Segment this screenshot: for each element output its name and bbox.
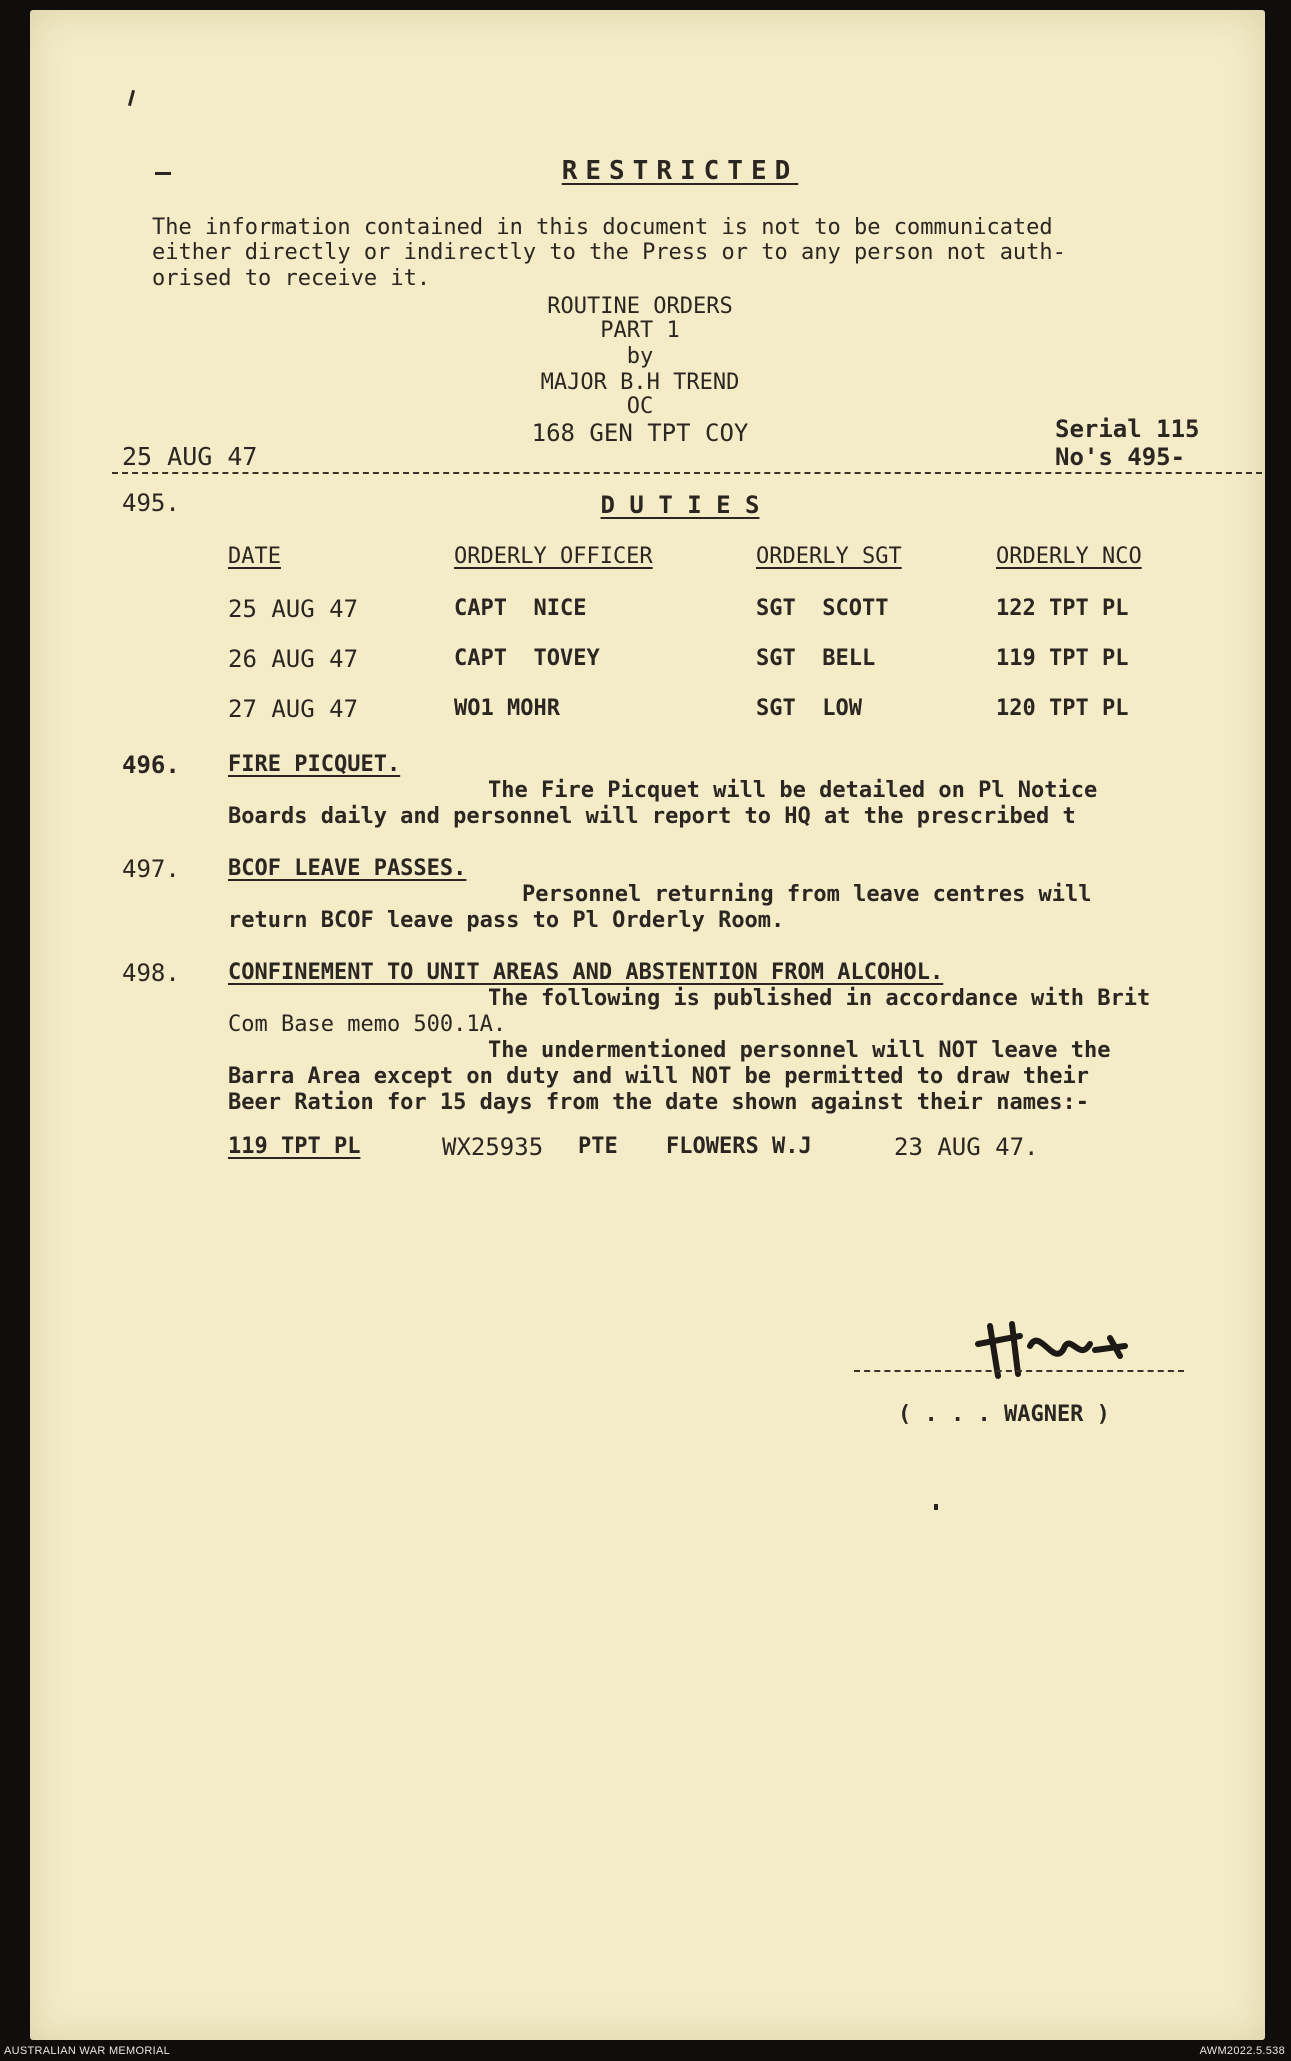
header-divider bbox=[112, 472, 1262, 474]
header-officer: MAJOR B.H TREND bbox=[540, 370, 740, 395]
header-part: PART 1 bbox=[600, 318, 680, 343]
section-498-line-2: Com Base memo 500.1A. bbox=[228, 1012, 507, 1037]
duty-row-2-date: 26 AUG 47 bbox=[228, 645, 359, 673]
section-496-title: FIRE PICQUET. bbox=[228, 752, 401, 777]
duty-row-1-sgt: SGT SCOTT bbox=[756, 596, 889, 621]
section-496-number: 496. bbox=[122, 751, 180, 779]
duty-row-1-nco: 122 TPT PL bbox=[996, 596, 1129, 621]
classification-heading: RESTRICTED bbox=[561, 156, 799, 186]
pen-mark bbox=[128, 90, 135, 106]
duty-row-3-nco: 120 TPT PL bbox=[996, 696, 1129, 721]
duty-row-3-officer: WO1 MOHR bbox=[454, 696, 560, 721]
header-title: ROUTINE ORDERS bbox=[547, 294, 733, 319]
document-date: 25 AUG 47 bbox=[122, 442, 258, 471]
duty-row-2-officer: CAPT TOVEY bbox=[454, 646, 600, 671]
section-496-line-2: Boards daily and personnel will report to HQ at the prescribed t bbox=[228, 804, 1076, 829]
entry-unit: 119 TPT PL bbox=[228, 1134, 361, 1159]
section-496-line-1: The Fire Picquet will be detailed on Pl Notice bbox=[488, 778, 1098, 803]
section-497-number: 497. bbox=[122, 855, 180, 883]
serial-label: Serial 115 bbox=[1055, 415, 1200, 443]
duty-row-1-officer: CAPT NICE bbox=[454, 596, 587, 621]
section-497-line-2: return BCOF leave pass to Pl Orderly Room. bbox=[228, 908, 785, 933]
section-495-number: 495. bbox=[122, 489, 180, 517]
handwritten-signature bbox=[960, 1316, 1150, 1386]
entry-date: 23 AUG 47. bbox=[894, 1133, 1039, 1161]
header-role: OC bbox=[626, 394, 654, 419]
section-498-line-3: The undermentioned personnel will NOT leave the bbox=[488, 1038, 1111, 1063]
duty-row-3-date: 27 AUG 47 bbox=[228, 695, 359, 723]
section-498-number: 498. bbox=[122, 959, 180, 987]
duty-row-2-nco: 119 TPT PL bbox=[996, 646, 1129, 671]
col-orderly-sgt: ORDERLY SGT bbox=[756, 544, 902, 569]
notice-line-3: orised to receive it. bbox=[152, 266, 431, 291]
duties-heading: D U T I E S bbox=[600, 491, 760, 519]
small-mark bbox=[934, 1504, 938, 1510]
serial-numbers: No's 495- bbox=[1055, 443, 1186, 471]
entry-rank: PTE bbox=[578, 1134, 618, 1159]
duty-row-3-sgt: SGT LOW bbox=[756, 696, 862, 721]
section-498-line-5: Beer Ration for 15 days from the date shown against their names:- bbox=[228, 1090, 1089, 1115]
section-497-title: BCOF LEAVE PASSES. bbox=[228, 856, 467, 881]
dash-mark bbox=[155, 172, 171, 175]
entry-number: WX25935 bbox=[442, 1133, 544, 1161]
signatory-name: ( . . . WAGNER ) bbox=[898, 1402, 1110, 1427]
notice-line-1: The information contained in this document is not to be communicated bbox=[152, 215, 1053, 240]
footer-right: AWM2022.5.538 bbox=[1199, 2045, 1285, 2057]
entry-name: FLOWERS W.J bbox=[666, 1134, 812, 1159]
signature-line bbox=[854, 1370, 1184, 1372]
col-orderly-nco: ORDERLY NCO bbox=[996, 544, 1142, 569]
header-unit: 168 GEN TPT COY bbox=[531, 419, 749, 447]
footer-left: AUSTRALIAN WAR MEMORIAL bbox=[4, 2045, 171, 2057]
duty-row-1-date: 25 AUG 47 bbox=[228, 595, 359, 623]
section-498-line-1: The following is published in accordance with Brit bbox=[488, 986, 1151, 1011]
col-orderly-officer: ORDERLY OFFICER bbox=[454, 544, 653, 569]
col-date: DATE bbox=[228, 544, 281, 569]
section-498-line-4: Barra Area except on duty and will NOT be permitted to draw their bbox=[228, 1064, 1089, 1089]
header-by: by bbox=[626, 344, 654, 369]
section-498-title: CONFINEMENT TO UNIT AREAS AND ABSTENTION FROM ALCOHOL. bbox=[228, 960, 944, 985]
section-497-line-1: Personnel returning from leave centres will bbox=[522, 882, 1092, 907]
duty-row-2-sgt: SGT BELL bbox=[756, 646, 876, 671]
document-page bbox=[30, 10, 1265, 2040]
notice-line-2: either directly or indirectly to the Press or to any person not auth- bbox=[152, 240, 1066, 265]
